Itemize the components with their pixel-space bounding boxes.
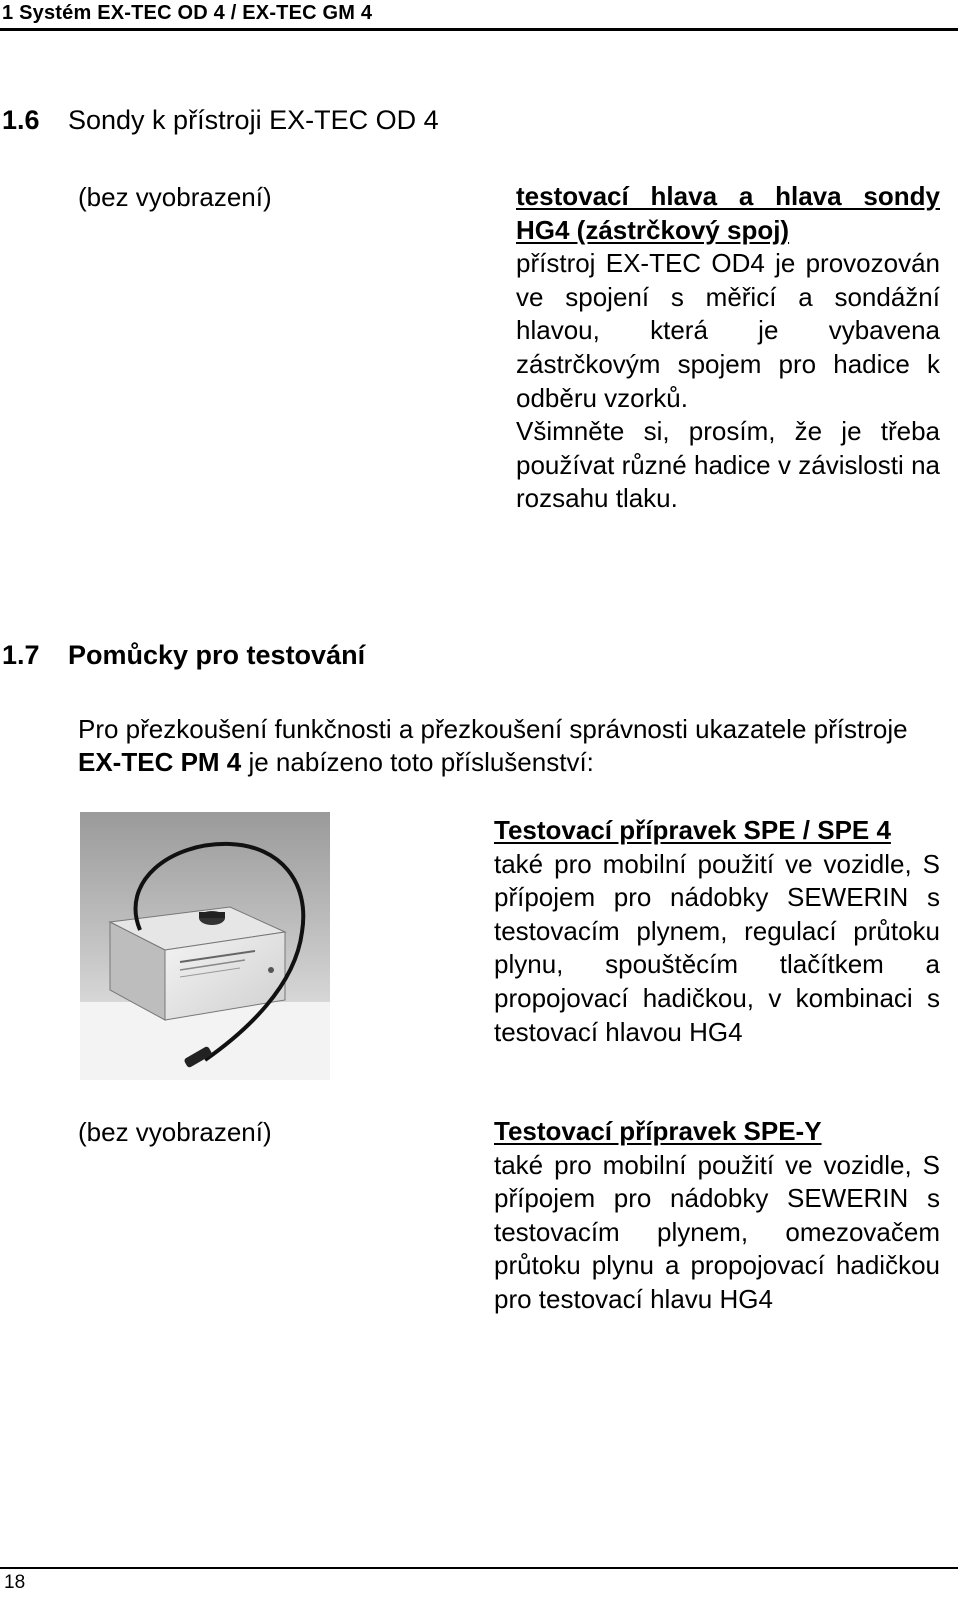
no-image-note: (bez vyobrazení) xyxy=(78,1117,272,1147)
intro-text: Pro přezkoušení funkčnosti a přezkoušení správnosti ukazatele přístroje xyxy=(78,714,908,744)
section-number: 1.6 xyxy=(2,105,40,135)
accessory-spe xyxy=(494,814,940,1049)
page-number: 18 xyxy=(4,1572,26,1593)
section-title: Sondy k přístroji EX-TEC OD 4 xyxy=(68,105,439,135)
no-image-note: (bez vyobrazení) xyxy=(78,182,272,212)
item-note: Všimněte si, prosím, že je třeba používat různé hadice v závislosti na rozsahu tlaku. xyxy=(516,416,940,514)
header-rule xyxy=(0,28,958,31)
section-1-7-heading xyxy=(2,640,365,671)
accessory-title: Testovací přípravek SPE / SPE 4 xyxy=(494,815,891,845)
accessory-body: také pro mobilní použití ve vozidle, S přípojem pro nádobky SEWERIN s testovacím plynem, regulací průtoku plynu, spouštěcím tlačítkem a propojovací hadičkou, v kombinaci s testovací hlavou HG4 xyxy=(494,848,940,1047)
section-intro xyxy=(78,713,942,779)
footer-rule xyxy=(0,1567,958,1569)
section-title: Pomůcky pro testování xyxy=(68,640,366,670)
accessory-title: Testovací přípravek SPE-Y xyxy=(494,1116,822,1146)
probe-description xyxy=(516,180,940,516)
test-kit-illustration xyxy=(80,812,330,1080)
intro-text-end: je nabízeno toto příslušenství: xyxy=(241,747,594,777)
section-1-6-heading xyxy=(2,105,439,136)
accessory-spe-y xyxy=(494,1115,940,1317)
section-number: 1.7 xyxy=(2,640,40,670)
item-body: přístroj EX-TEC OD4 je provozován ve spojení s měřicí a sondážní hlavou, která je vybavena zástrčkovým spojem pro hadice k odběru vzorků. xyxy=(516,248,940,413)
running-header: 1 Systém EX-TEC OD 4 / EX-TEC GM 4 xyxy=(2,2,373,24)
intro-device-name: EX-TEC PM 4 xyxy=(78,747,242,777)
item-title: testovací hlava a hlava sondy HG4 (zástrčkový spoj) xyxy=(516,181,940,245)
accessory-body: také pro mobilní použití ve vozidle, S přípojem pro nádobky SEWERIN s testovacím plynem, omezovačem průtoku plynu a propojovací hadičkou pro testovací hlavu HG4 xyxy=(494,1149,940,1314)
test-kit-photo xyxy=(80,812,330,1080)
